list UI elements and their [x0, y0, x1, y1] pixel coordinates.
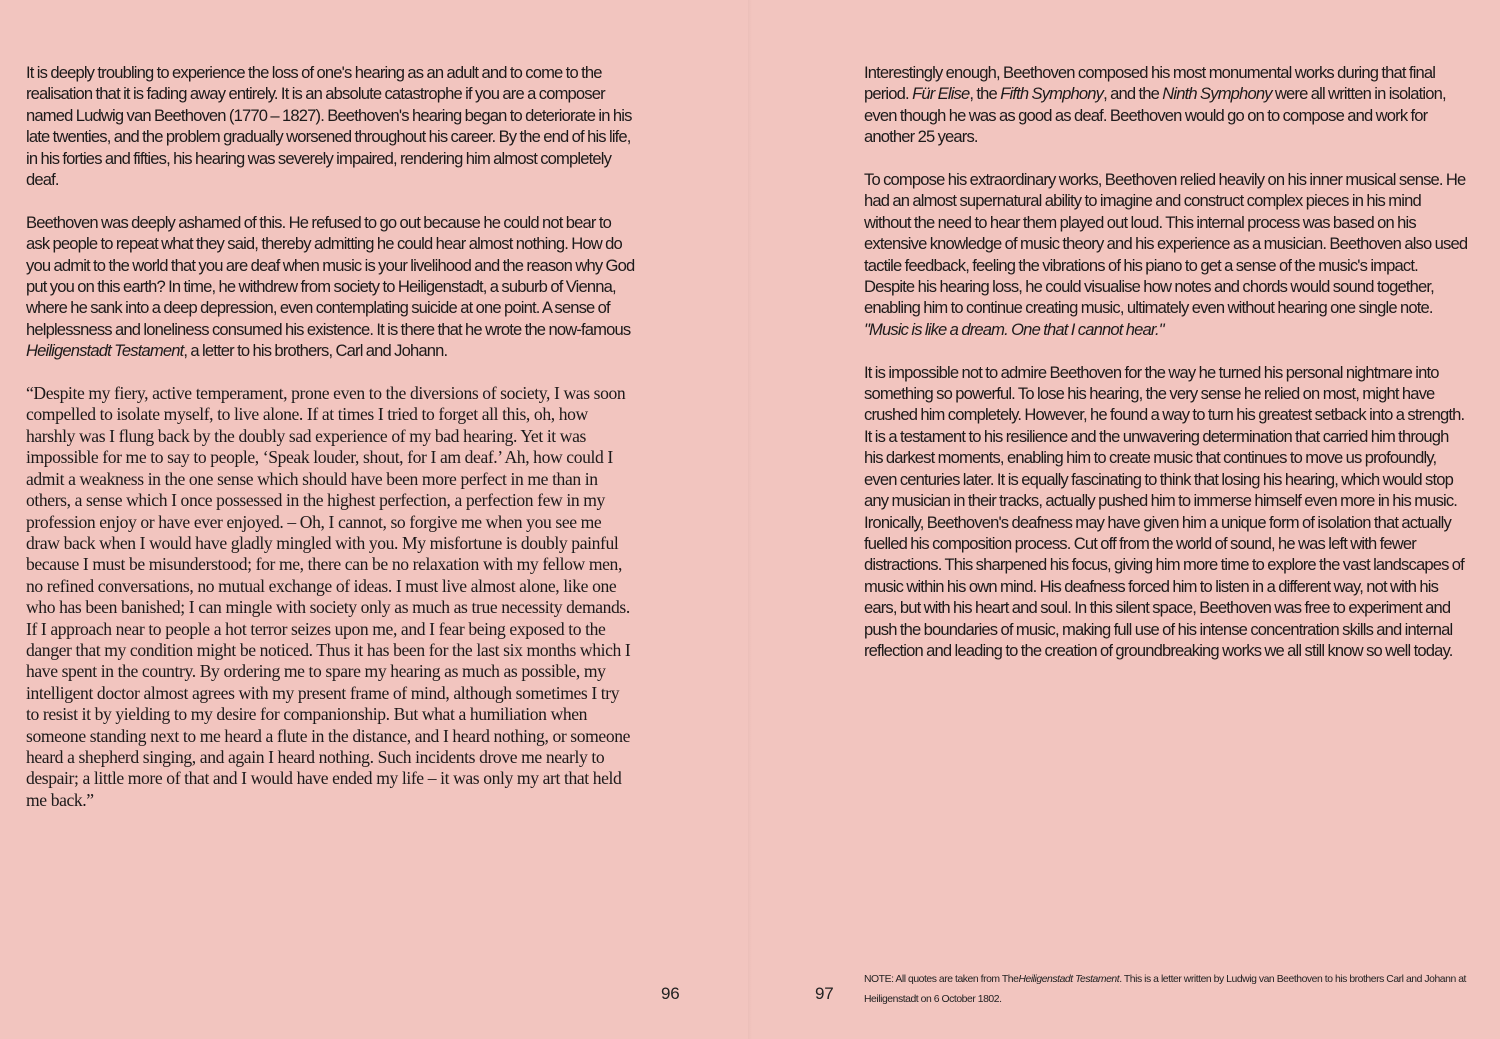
footnote-testament-title: Heiligenstadt Testament [1018, 974, 1120, 985]
left-paragraph-1: It is deeply troubling to experience the loss of one's hearing as an adult and to come to the realisation that it is fading away entirely. It is an absolute catastrophe if you are a composer named Ludwig van Beethoven (1770 – 1827). Beethoven's hearing began to deteriorate in his late twenties, and the problem gradually worsened throughout his career. By the end of his life, in his forties and fifties, his hearing was severely impaired, rendering him almost completely deaf. [26, 63, 632, 190]
work-title-fur-elise: Für Elise [912, 84, 970, 104]
right-paragraph-1-text: Interestingly enough, Beethoven composed his most monumental works during that final period. [864, 63, 1436, 104]
right-page [864, 62, 1470, 683]
page-number-right: 97 [815, 984, 834, 1003]
right-paragraph-2-text: To compose his extraordinary works, Beethoven relied heavily on his inner musical sense. He had an almost supernatural ability to imagine and construct complex pieces in his mind without the need to hear them played out loud. This internal process was based on his extensive knowledge of music theory and his experience as a musician. Beethoven also used tactile feedback, feeling the vibrations of his piano to get a sense of the music's impact. Despite his hearing loss, he could visualise how notes and chords would sound together, enabling him to continue creating music, ultimately even without hearing one single note. [864, 170, 1468, 318]
page-number-left: 96 [661, 984, 680, 1003]
left-paragraph-2 [26, 212, 636, 362]
left-paragraph-2-end: , a letter to his brothers, Carl and Johann. [183, 341, 448, 361]
right-paragraph-2 [864, 169, 1470, 340]
work-title-ninth-symphony: Ninth Symphony [1162, 84, 1272, 104]
left-page [26, 62, 636, 811]
work-title-fifth-symphony: Fifth Symphony [1000, 84, 1104, 104]
footnote-text: NOTE: All quotes are taken from The [864, 974, 1019, 985]
testament-title: Heiligenstadt Testament [26, 341, 184, 361]
footnote-end: . This is a letter written by Ludwig van Beethoven to his brothers Carl and Johann at Heiligenstadt on 6 October 1802. [864, 974, 1466, 1005]
right-paragraph-3: It is impossible not to admire Beethoven for the way he turned his personal nightmare into something so powerful. To lose his hearing, the very sense he relied on most, might have crushed him completely. However, he found a way to turn his greatest setback into a strength. It is a testament to his resilience and the unwavering determination that carried him through his darkest moments, enabling him to create music that continues to move us profoundly, even centuries later. It is equally fascinating to think that losing his hearing, which would stop any musician in their tracks, actually pushed him to immerse himself even more in his music. Ironically, Beethoven's deafness may have given him a unique form of isolation that actually fuelled his composition process. Cut off from the world of sound, he was left with fewer distractions. This sharpened his focus, giving him more time to explore the vast landscapes of music within his own mind. His deafness forced him to listen in a different way, not with his ears, but with his heart and soul. In this silent space, Beethoven was free to experiment and push the boundaries of music, making full use of his intense concentration skills and internal reflection and leading to the creation of groundbreaking works we all still know so well today. [864, 362, 1465, 660]
book-gutter [748, 0, 752, 1039]
music-dream-quote: "Music is like a dream. One that I cannot hear." [864, 319, 1164, 339]
footnote [864, 970, 1474, 1009]
right-paragraph-1-end: were all written in isolation, even though he was as good as deaf. Beethoven would go on to compose and work for another 25 years. [864, 84, 1446, 147]
separator: , and the [1103, 84, 1160, 104]
left-paragraph-2-text: Beethoven was deeply ashamed of this. He refused to go out because he could not bear to ask people to repeat what they said, thereby admitting he could hear almost nothing. How do you admit to the world that you are deaf when music is your livelihood and the reason why God put you on this earth? In time, he withdrew from society to Heiligenstadt, a suburb of Vienna, where he sank into a deep depression, even contemplating suicide at one point. A sense of helplessness and loneliness consumed his existence. It is there that he wrote the now-famous [26, 212, 635, 339]
separator: , the [969, 84, 997, 104]
beethoven-quote: “Despite my fiery, active temperament, prone even to the diversions of society, I was soon compelled to isolate myself, to live alone. If at times I tried to forget all this, oh, how harshly was I flung back by the doubly sad experience of my bad hearing. Yet it was impossible for me to say to people, ‘Speak louder, shout, for I am deaf.’ Ah, how could I admit a weakness in the one sense which should have been more perfect in me than in others, a sense which I once possessed in the highest perfection, a perfection few in my profession enjoy or have ever enjoyed. – Oh, I cannot, so forgive me when you see me draw back when I would have gladly mingled with you. My misfortune is doubly painful because I must be misunderstood; for me, there can be no relaxation with my fellow men, no refined conversations, no mutual exchange of ideas. I must live almost alone, like one who has been banished; I can mingle with society only as much as true necessity demands. If I approach near to people a hot terror seizes upon me, and I fear being exposed to the danger that my condition might be noticed. Thus it has been for the last six months which I have spent in the country. By ordering me to spare my hearing as much as possible, my intelligent doctor almost agrees with my present frame of mind, although sometimes I try to resist it by yielding to my desire for companionship. But what a humiliation when someone standing next to me heard a flute in the distance, and I heard nothing, or someone heard a shepherd singing, and again I heard nothing. Such incidents drove me nearly to despair; a little more of that and I would have ended my life – it was only my art that held me back.” [26, 383, 631, 810]
right-paragraph-1 [864, 62, 1470, 148]
